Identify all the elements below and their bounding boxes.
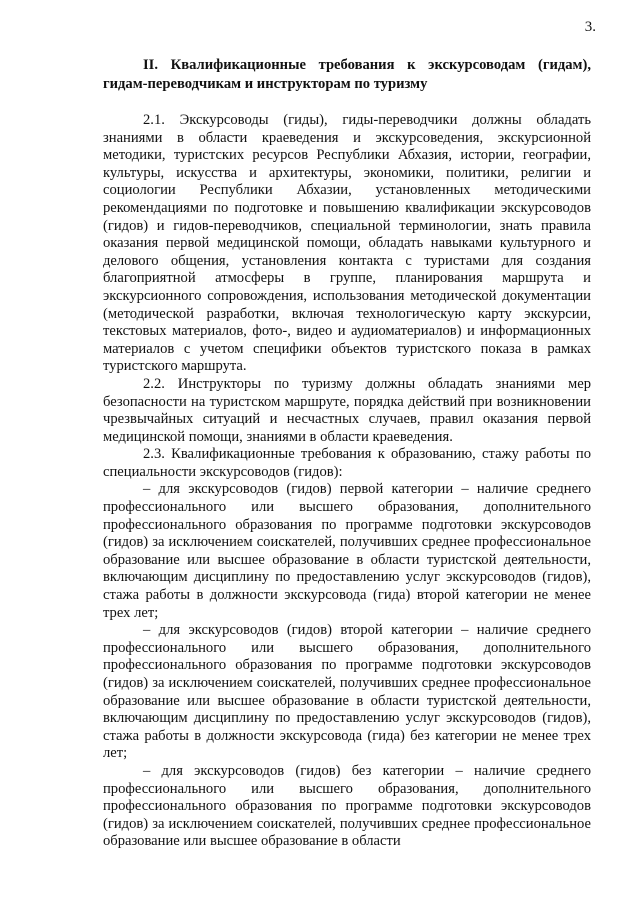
list-item-second-category: – для экскурсоводов (гидов) второй категории – наличие среднего профессионального или высшего образования, дополнительного профессионального образования по программе подготовки экскурсоводов (гидов) за исключением соискателей, получивших среднее профессиональное образование или высшее образование в области туристской деятельности, включающим дисциплину по предоставлению услуг экскурсоводов (гидов), стажа работы в должности экскурсовода (гида) без категории не менее трех лет; — [103, 622, 591, 762]
page-number: 3. — [584, 19, 596, 35]
paragraph-2-1: 2.1. Экскурсоводы (гиды), гиды-переводчики должны обладать знаниями в области краеведения и экскурсоведения, экскурсионной методики, туристских ресурсов Республики Абхазия, истории, географии, культуры, искусства и архитектуры, экономики, политики, религии и социологии Республики Абхазии, установленных методическими рекомендациями по подготовке и повышению квалификации экскурсоводов (гидов) и гидов-переводчиков, специальной терминологии, знать правила оказания первой медицинской помощи, обладать навыками культурного и делового общения, установления контакта с туристами для создания благоприятной атмосферы в группе, планирования маршрута и экскурсионного сопровождения, использования методической документации (методической разработки, включая технологическую карту экскурсии, текстовых материалов, фото-, видео и аудиоматериалов) и информационных материалов с учетом специфики объектов туристского показа в рамках туристского маршрута. — [103, 112, 591, 375]
document-body — [103, 56, 591, 851]
section-heading: II. Квалификационные требования к экскурсоводам (гидам), гидам-переводчикам и инструкторам по туризму — [103, 57, 591, 92]
paragraph-2-3: 2.3. Квалификационные требования к образованию, стажу работы по специальности экскурсоводов (гидов): — [103, 446, 591, 480]
list-item-no-category: – для экскурсоводов (гидов) без категории – наличие среднего профессионального или высшего образования, дополнительного профессионального образования по программе подготовки экскурсоводов (гидов) за исключением соискателей, получивших среднее профессиональное образование или высшее образование в области — [103, 762, 591, 850]
list-item-first-category: – для экскурсоводов (гидов) первой категории – наличие среднего профессионального или высшего образования, дополнительного профессионального образования по программе подготовки экскурсоводов (гидов) за исключением соискателей, получивших среднее профессиональное образование или высшее образование в области туристской деятельности, включающим дисциплину по предоставлению услуг экскурсоводов (гидов), стажа работы в должности экскурсовода (гида) второй категории не менее трех лет; — [103, 481, 591, 621]
paragraph-2-2: 2.2. Инструкторы по туризму должны обладать знаниями мер безопасности на туристском маршруте, порядка действий при возникновении чрезвычайных ситуаций и несчастных случаев, правил оказания первой медицинской помощи, знаниями в области краеведения. — [103, 375, 591, 445]
